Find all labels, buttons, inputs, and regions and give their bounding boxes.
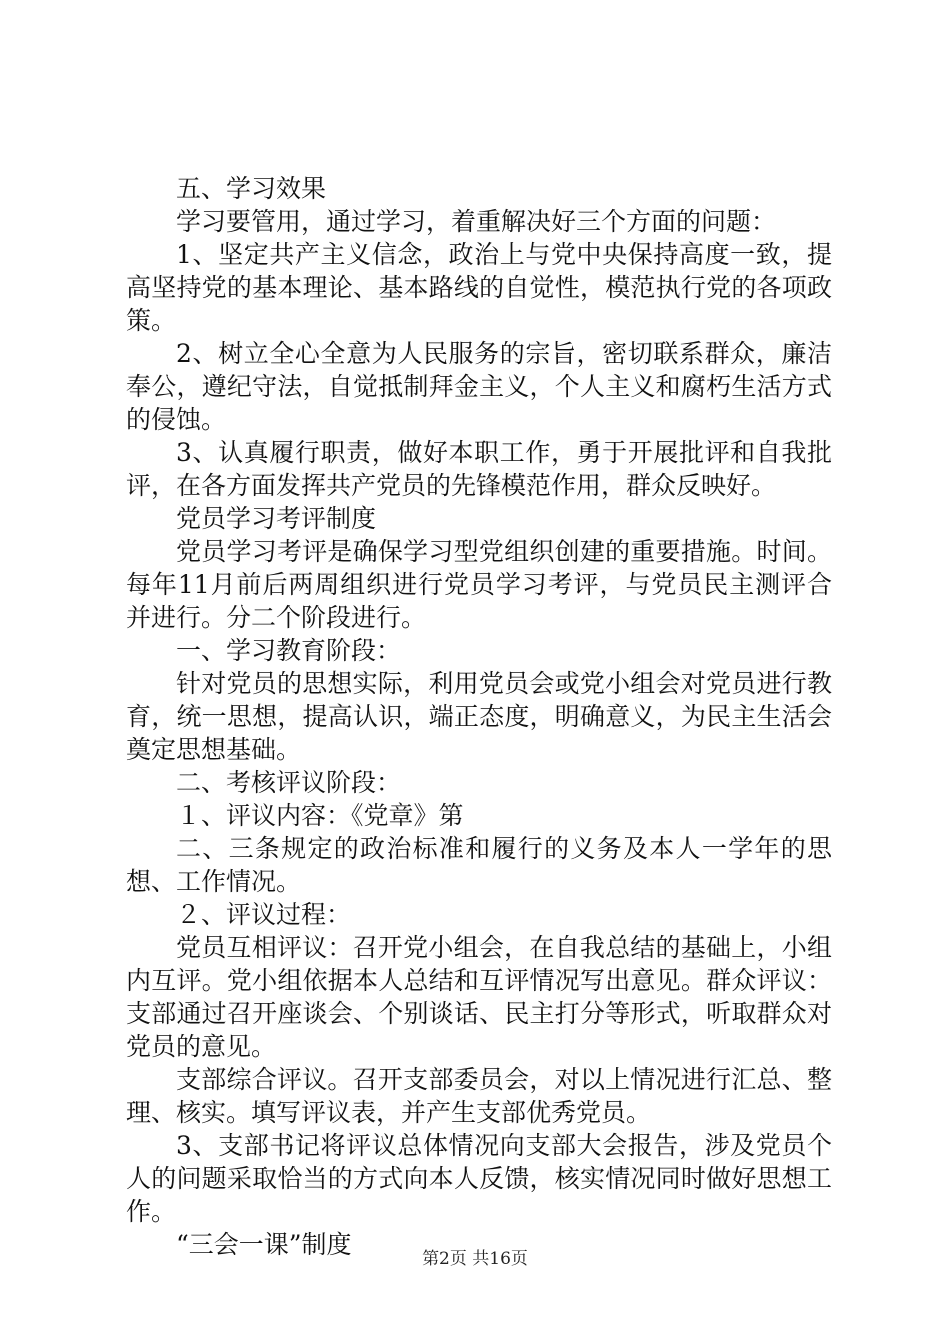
list-item: １、评议内容：《党章》第 <box>176 801 464 830</box>
subsection-heading: 二、考核评议阶段： <box>176 768 402 797</box>
document-body <box>126 172 832 1261</box>
section-heading-three-meetings: “三会一课”制度 <box>176 1230 352 1259</box>
list-item: 3、支部书记将评议总体情况向支部大会报告，涉及党员个人的问题采取恰当的方式向本人反馈，核实情况同时做好思想工作。 <box>126 1131 832 1226</box>
paragraph: 党员学习考评是确保学习型党组织创建的重要措施。时间。每年11月前后两周组织进行党员学习考评，与党员民主测评合并进行。分二个阶段进行。 <box>126 537 832 632</box>
list-item: 1、坚定共产主义信念，政治上与党中央保持高度一致，提高坚持党的基本理论、基本路线的自觉性，模范执行党的各项政策。 <box>126 240 832 335</box>
subsection-heading: 一、学习教育阶段： <box>176 636 402 665</box>
section-heading-learning-effect: 五、学习效果 <box>176 174 327 203</box>
list-item: 3、认真履行职责，做好本职工作，勇于开展批评和自我批评，在各方面发挥共产党员的先锋模范作用，群众反映好。 <box>126 438 832 500</box>
section-heading-evaluation-system: 党员学习考评制度 <box>176 504 377 533</box>
paragraph: 支部综合评议。召开支部委员会，对以上情况进行汇总、整理、核实。填写评议表，并产生支部优秀党员。 <box>126 1065 832 1127</box>
paragraph: 针对党员的思想实际，利用党员会或党小组会对党员进行教育，统一思想，提高认识，端正态度，明确意义，为民主生活会奠定思想基础。 <box>126 669 832 764</box>
paragraph: 学习要管用，通过学习，着重解决好三个方面的问题： <box>176 207 777 236</box>
page-footer: 第2页 共16页 <box>422 1249 528 1269</box>
paragraph: 二、三条规定的政治标准和履行的义务及本人一学年的思想、工作情况。 <box>126 834 832 896</box>
list-item: 2、树立全心全意为人民服务的宗旨，密切联系群众，廉洁奉公，遵纪守法，自觉抵制拜金主义，个人主义和腐朽生活方式的侵蚀。 <box>126 339 832 434</box>
list-item: ２、评议过程： <box>176 900 352 929</box>
paragraph: 党员互相评议：召开党小组会，在自我总结的基础上，小组内互评。党小组依据本人总结和互评情况写出意见。群众评议：支部通过召开座谈会、个别谈话、民主打分等形式，听取群众对党员的意见。 <box>126 933 832 1061</box>
